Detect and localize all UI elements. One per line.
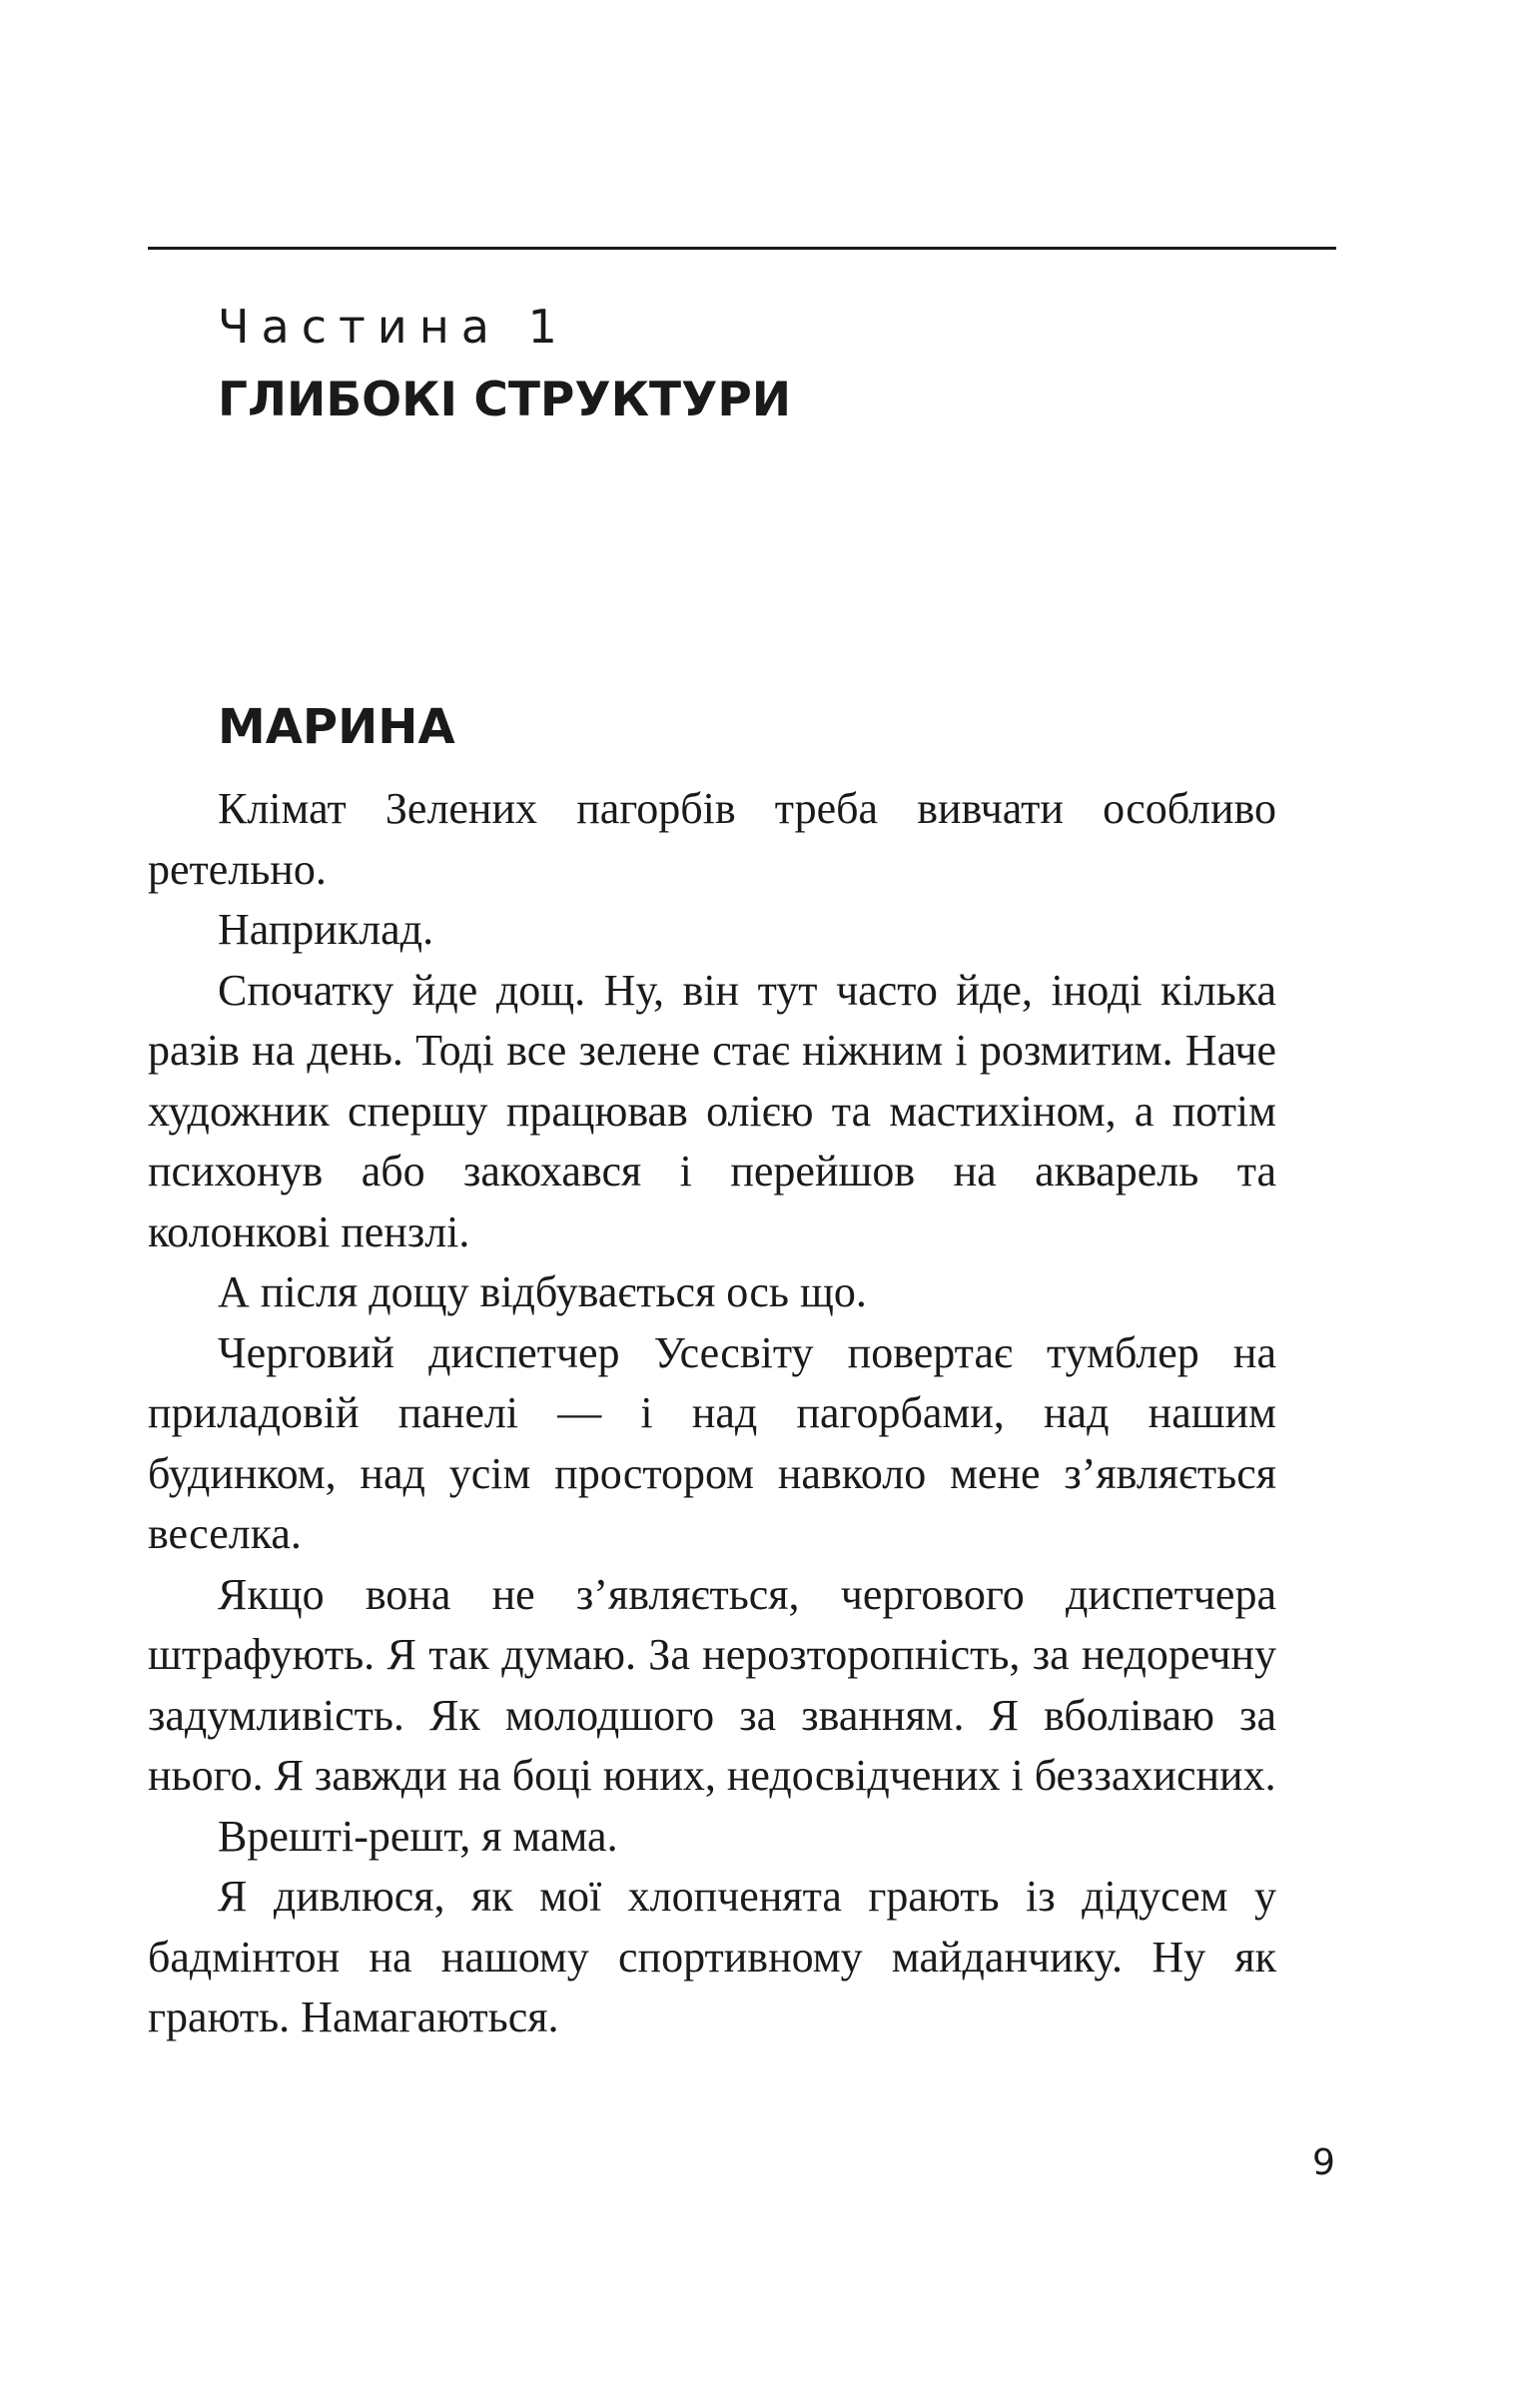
paragraph: Я дивлюся, як мої хлопченята грають із дідусем у бадмінтон на нашому спортивному майданчику. Ну як грають. Намагаються. [148,1872,1276,2041]
paragraph: Врешті-решт, я мама. [218,1811,618,1861]
paragraph: Клімат Зелених пагорбів треба вивчати особливо ретельно. [148,784,1276,894]
part-label: Частина 1 [218,300,569,354]
body-text [148,779,1276,2048]
paragraph: Спочатку йде дощ. Ну, він тут часто йде, іноді кілька разів на день. Тоді все зелене стає ніжним і розмитим. Наче художник спершу працював олією та мастихіном, а потім психонув або закохався і перейшов на акварель та колонкові пензлі. [148,965,1276,1256]
paragraph: Черговий диспетчер Усесвіту повертає тумблер на приладовій панелі — і над пагорбами, над нашим будинком, над усім простором навколо мене з’являється веселка. [148,1327,1276,1558]
part-title: ГЛИБОКІ СТРУКТУРИ [218,373,792,427]
paragraph: А після дощу відбувається ось що. [218,1267,867,1316]
header-rule [148,247,1336,250]
paragraph: Наприклад. [218,905,434,954]
chapter-title: МАРИНА [218,699,455,755]
page-number: 9 [1312,2142,1335,2183]
paragraph: Якщо вона не з’являється, чергового диспетчера штрафують. Я так думаю. За нерозторопність, за недоречну задумливість. Як молодшого за званням. Я вболіваю за нього. Я завжди на боці юних, недосвідчених і беззахисних. [148,1569,1276,1800]
